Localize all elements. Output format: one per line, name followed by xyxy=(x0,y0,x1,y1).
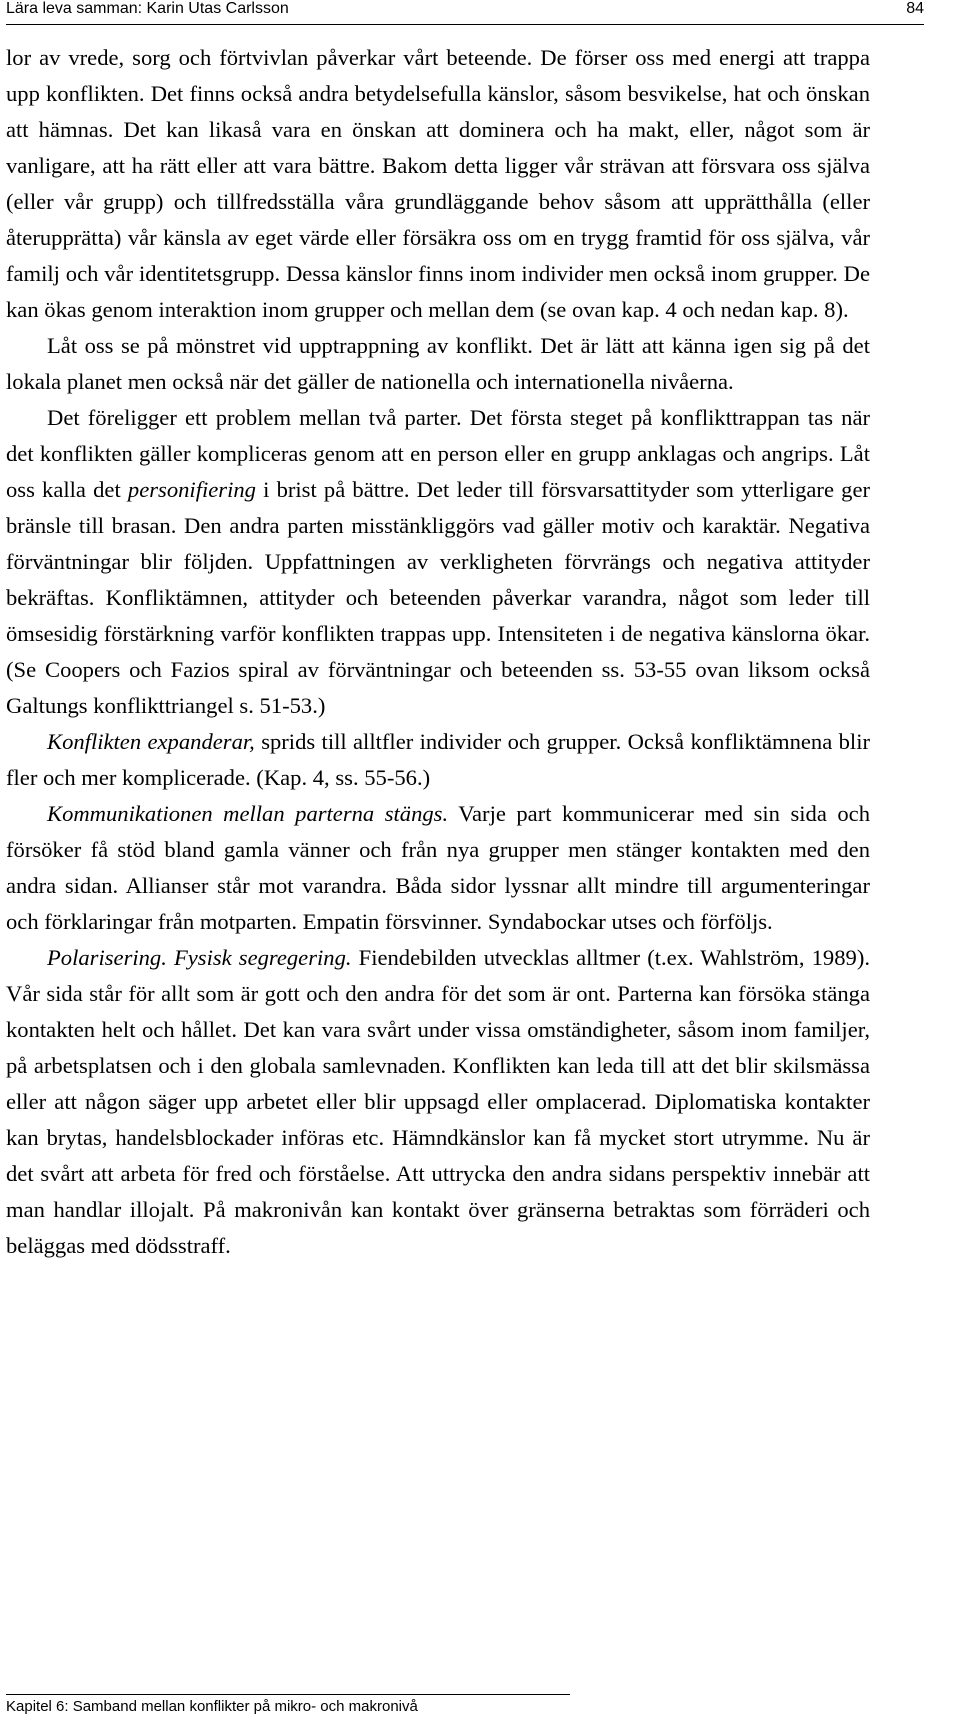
paragraph-text: Låt oss se på mönstret vid upptrappning av konflikt. Det är lätt att känna igen sig på det lokala planet men också när det gäller de nationella och internationella nivåerna. xyxy=(6,333,870,394)
body-text xyxy=(6,40,870,1264)
paragraph-escalation-pattern xyxy=(6,328,870,400)
emphasis-term: Polarisering. Fysisk segregering. xyxy=(47,945,352,970)
paragraph-personification xyxy=(6,400,870,724)
paragraph-expansion xyxy=(6,724,870,796)
emphasis-term: personifiering xyxy=(127,477,256,502)
paragraph-text: i brist på bättre. Det leder till försvarsattityder som ytterligare ger bränsle till brasan. Den andra parten misstänkliggörs vad gäller motiv och karaktär. Negativa förväntningar blir följden. Uppfattningen av verkligheten förvrängs och negativa attityder bekräftas. Konfliktämnen, attityder och beteenden påverkar varandra, något som leder till ömsesidig förstärkning varför konflikten trappas upp. Intensiteten i de negativa känslorna ökar. (Se Coopers och Fazios spiral av förväntningar och beteenden ss. 53-55 ovan liksom också Galtungs konflikttriangel s. 51-53.) xyxy=(6,477,871,718)
chapter-footer-text: Kapitel 6: Samband mellan konflikter på mikro- och makronivå xyxy=(6,1698,418,1715)
page-header xyxy=(6,0,924,25)
emphasis-term: Kommunikationen mellan parterna stängs. xyxy=(47,801,449,826)
paragraph-text: lor av vrede, sorg och förtvivlan påverkar vårt beteende. De förser oss med energi att trappa upp konflikten. Det finns också andra betydelsefulla känslor, såsom besvikelse, hat och önskan att hämnas. Det kan likaså vara en önskan att dominera och ha makt, eller, något som är vanligare, att ha rätt eller att vara bättre. Bakom detta ligger vår strävan att försvara oss själva (eller vår grupp) och tillfredsställa våra grundläggande behov såsom att upprätthålla (eller återupprätta) vår känsla av eget värde eller försäkra oss om en trygg framtid för oss själva, vår familj och vår identitetsgrupp. Dessa känslor finns inom individer men också inom grupper. De kan ökas genom interaktion inom grupper och mellan dem (se ovan kap. 4 och nedan kap. 8). xyxy=(6,45,870,322)
paragraph-polarization xyxy=(6,940,870,1264)
paragraph-text: sprids till alltfler individer och grupper. Också konfliktämnena blir fler och mer komplicerade. (Kap. 4, ss. 55-56.) xyxy=(6,729,870,790)
emphasis-term: Konflikten expanderar, xyxy=(47,729,255,754)
paragraph-text: Fiendebilden utvecklas alltmer (t.ex. Wahlström, 1989). Vår sida står för allt som är gott och den andra för det som är ont. Parterna kan försöka stänga kontakten helt och hållet. Det kan vara svårt under vissa omständigheter, såsom inom familjer, på arbetsplatsen och i den globala samlevnaden. Konflikten kan leda till att det blir skilsmässa eller att någon säger upp arbetet eller blir uppsagd eller omplacerad. Diplomatiska kontakter kan brytas, handelsblockader införas etc. Hämndkänslor kan få mycket stort utrymme. Nu är det svårt att arbeta för fred och förståelse. Att uttrycka den andra sidans perspektiv innebär att man handlar illojalt. På makronivån kan kontakt över gränserna betraktas som förräderi och beläggas med dödsstraff. xyxy=(6,945,870,1258)
paragraph-text: Varje part kommunicerar med sin sida och försöker få stöd bland gamla vänner och från nya grupper men stänger kontakten med den andra sidan. Allianser står mot varandra. Båda sidor lyssnar allt mindre till argumenteringar och förklaringar från motparten. Empatin försvinner. Syndabockar utses och förföljs. xyxy=(6,801,870,934)
paragraph-continued xyxy=(6,40,870,328)
page-number: 84 xyxy=(906,0,924,17)
running-title: Lära leva samman: Karin Utas Carlsson xyxy=(6,0,289,17)
paragraph-communication xyxy=(6,796,870,940)
paragraph-text: Det föreligger ett problem mellan två parter. Det första steget på konflikttrappan tas när det konflikten gäller kompliceras genom att en person eller en grupp anklagas och angrips. Låt oss kalla det xyxy=(6,405,870,502)
page-footer xyxy=(6,1694,570,1715)
